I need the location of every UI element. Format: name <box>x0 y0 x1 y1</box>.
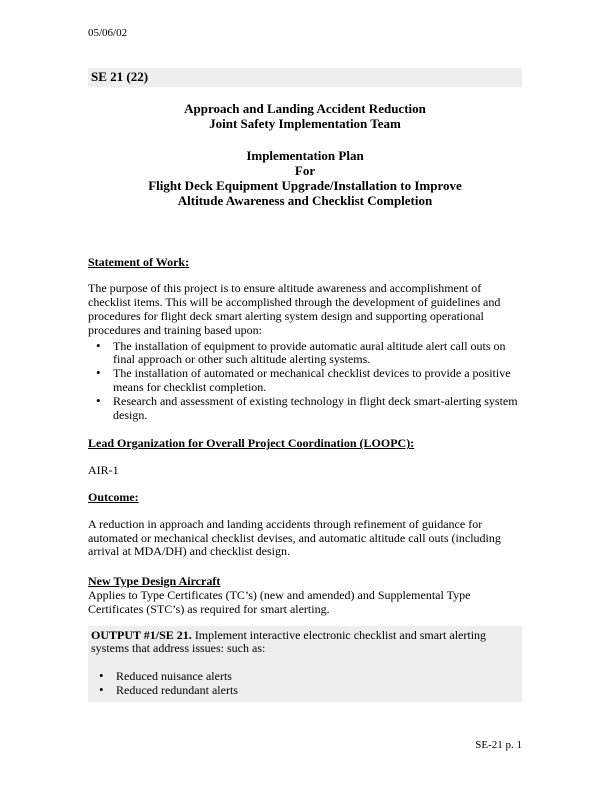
output1-paragraph <box>91 629 519 657</box>
title-line: Implementation Plan <box>246 147 364 163</box>
document-date: 05/06/02 <box>88 27 128 39</box>
title-plan-lines <box>88 148 522 208</box>
se-number-bar: SE 21 (22) <box>88 68 522 87</box>
title-line: Flight Deck Equipment Upgrade/Installation to Improve <box>148 177 462 193</box>
title-line: For <box>294 162 316 178</box>
title-team-lines <box>88 101 522 131</box>
heading-lead-organization: Lead Organization for Overall Project Coordination (LOOPC): <box>88 436 415 451</box>
statement-of-work-bullet-list <box>88 340 522 423</box>
output1-highlight-block <box>88 626 522 702</box>
title-line: Altitude Awareness and Checklist Completion <box>177 192 433 208</box>
heading-outcome: Outcome: <box>88 489 139 504</box>
title-line: Approach and Landing Accident Reduction <box>184 100 426 116</box>
list-item: • The installation of equipment to provide automatic aural altitude alert call outs on final approach or other such altitude alerting systems. <box>113 340 522 368</box>
lead-organization-value: AIR-1 <box>88 463 119 478</box>
list-item: • Research and assessment of existing technology in flight deck smart-alerting system design. <box>113 395 522 423</box>
document-title <box>88 101 522 208</box>
list-item: • Reduced redundant alerts <box>116 684 519 698</box>
document-content <box>88 0 522 702</box>
output1-bullet-list <box>91 670 519 698</box>
list-item: • Reduced nuisance alerts <box>116 670 519 684</box>
page-footer-label: SE-21 p. 1 <box>475 739 522 752</box>
output1-description: Implement interactive electronic checklist and smart alerting systems that address issues: such as: <box>91 627 487 656</box>
output1-lead-label: OUTPUT #1/SE 21. <box>91 627 192 642</box>
heading-new-type-design: New Type Design Aircraft <box>88 574 221 589</box>
statement-of-work-intro: The purpose of this project is to ensure altitude awareness and accomplishment of checklist items. This will be accomplished through the development of guidelines and procedures for flight deck smart alerting system design and supporting operational procedures and training based upon: <box>88 281 501 337</box>
title-line: Joint Safety Implementation Team <box>209 115 401 131</box>
outcome-body: A reduction in approach and landing accidents through refinement of guidance for automated or mechanical checklist devises, and automatic altitude call outs (including arrival at MDA/DH) and checklist design. <box>88 516 501 559</box>
heading-statement-of-work: Statement of Work: <box>88 254 190 269</box>
new-type-design-body: Applies to Type Certificates (TC’s) (new and amended) and Supplemental Type Certificates (STC’s) as required for smart alerting. <box>88 587 471 616</box>
list-item: • The installation of automated or mechanical checklist devices to provide a positive means for checklist completion. <box>113 367 522 395</box>
